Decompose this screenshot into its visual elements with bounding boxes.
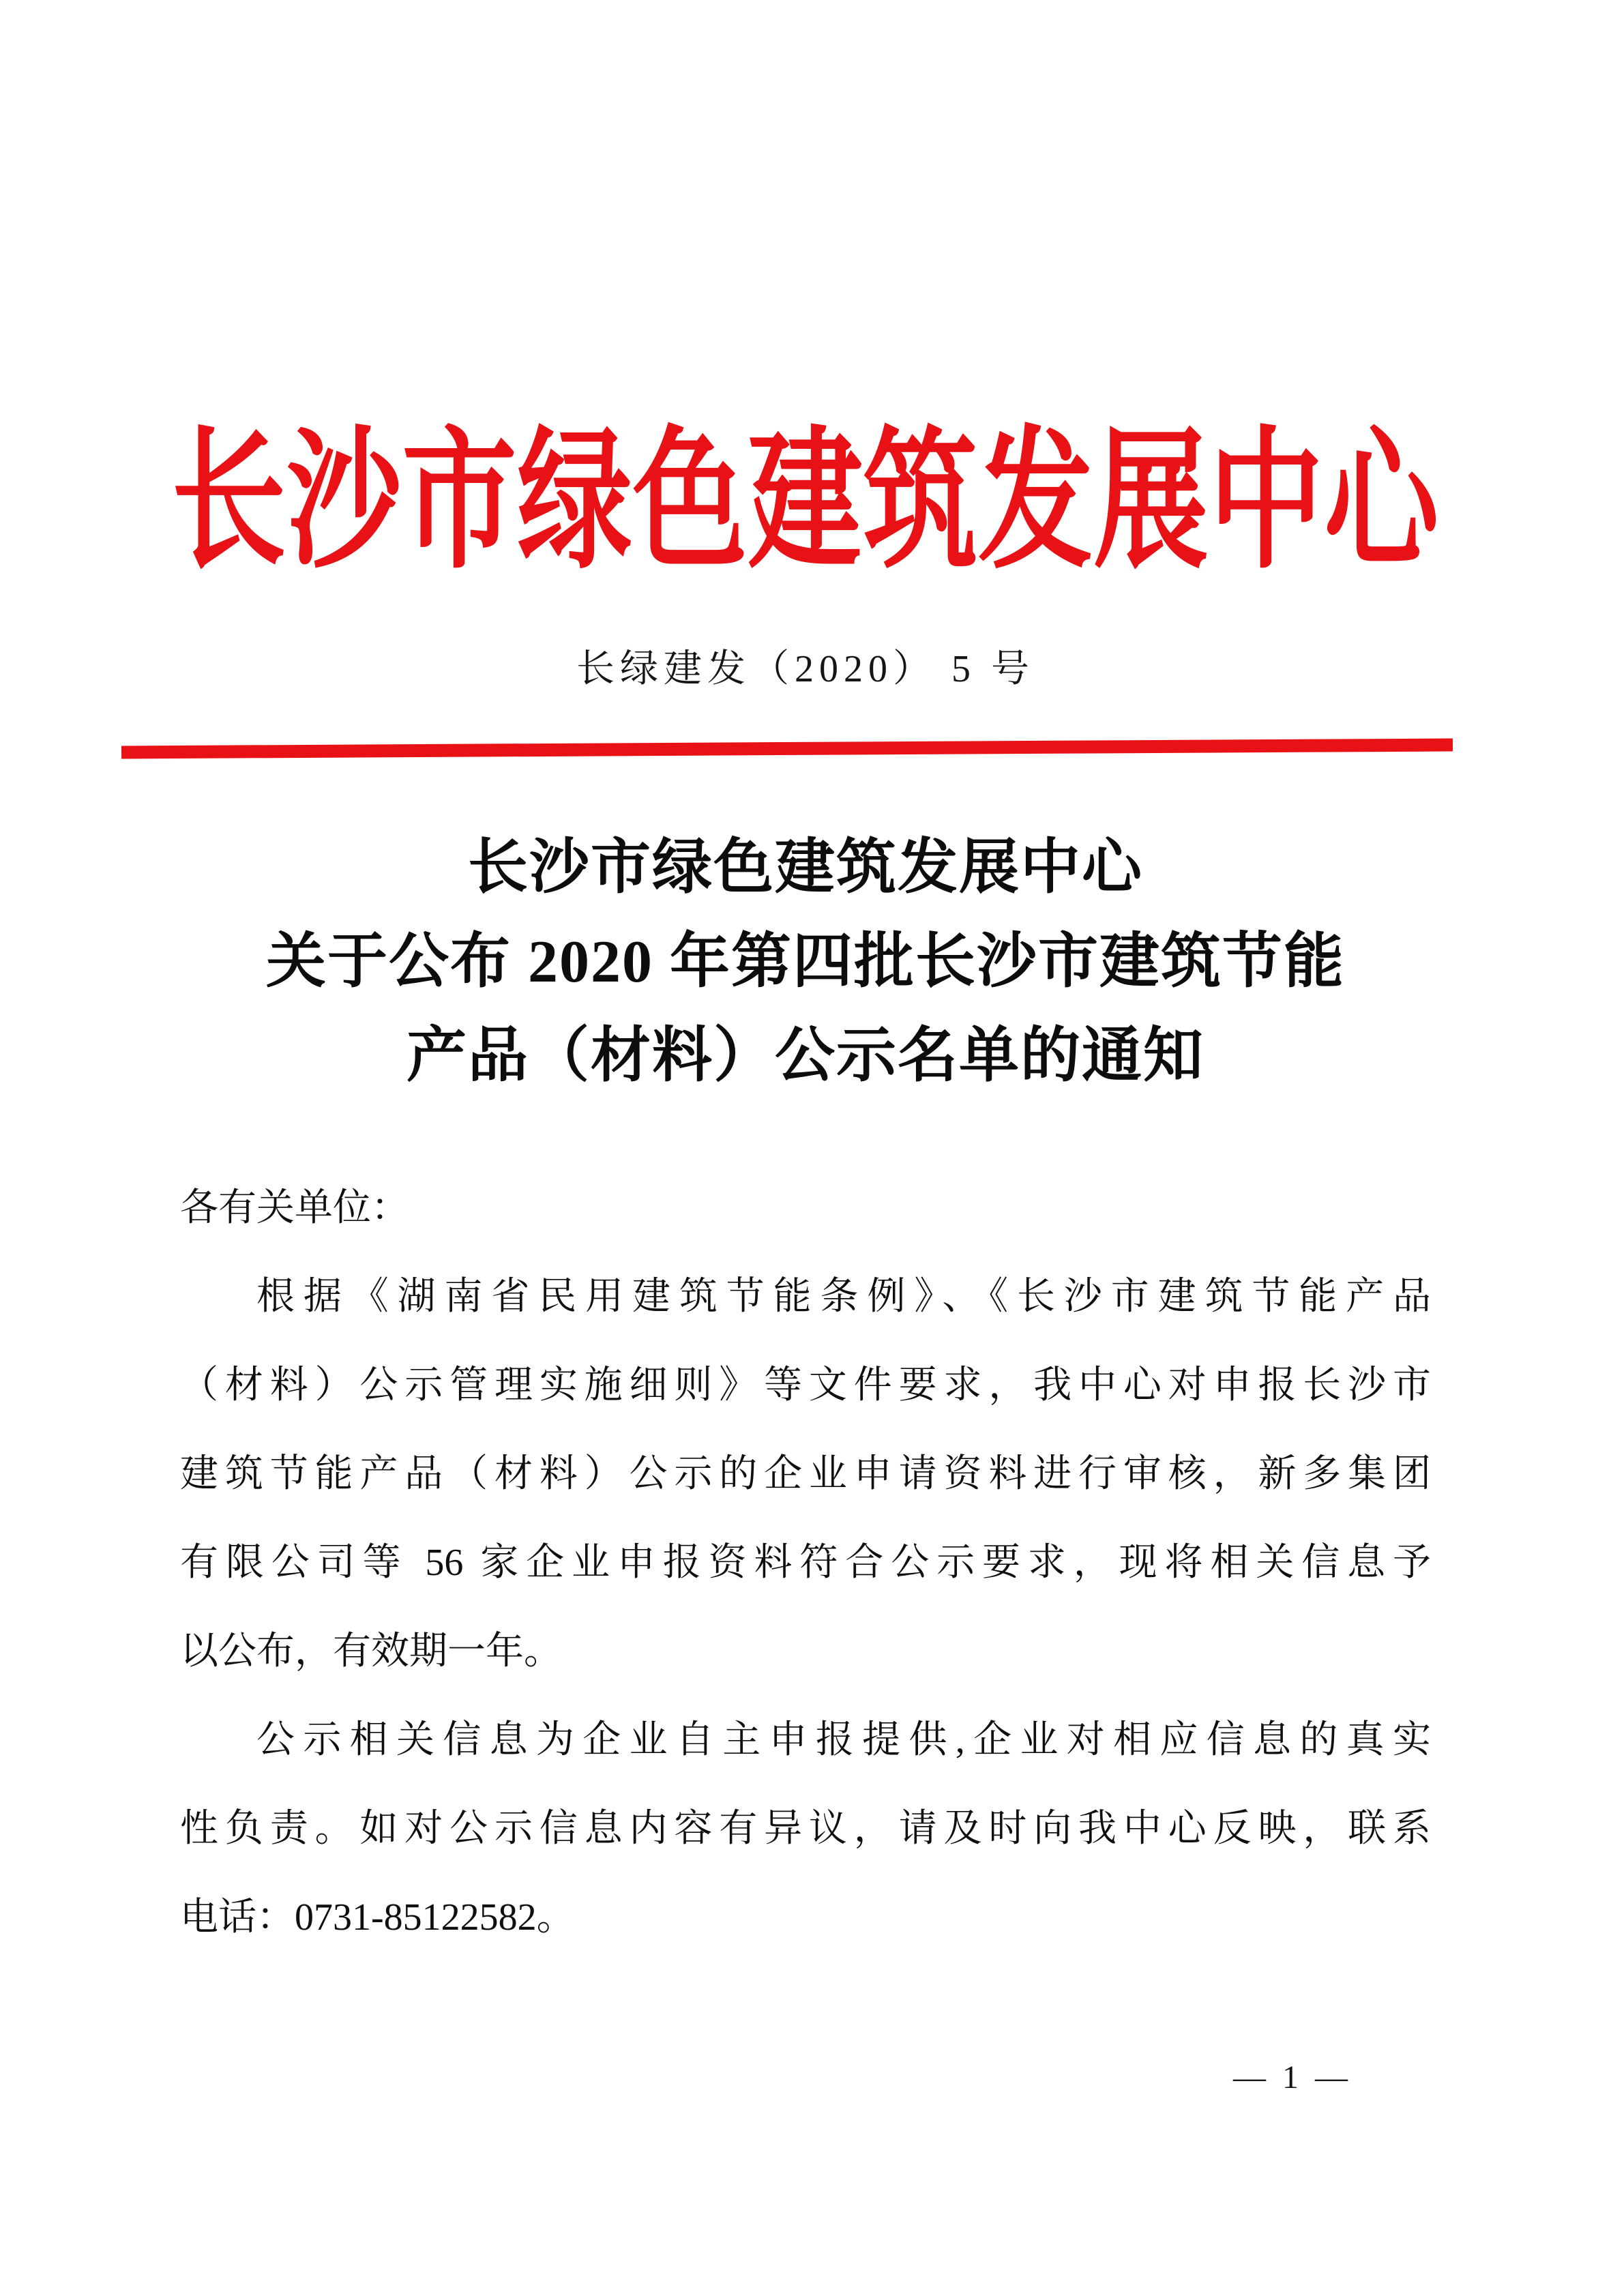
body-line: 各有关单位：: [180, 1187, 409, 1229]
body-line: 建筑节能产品（材料）公示的企业申请资料进行审核，新多集团: [180, 1453, 1431, 1495]
notice-title-line: 产品（材料）公示名单的通知: [406, 1023, 1204, 1089]
notice-title-line: 关于公布 2020 年第四批长沙市建筑节能: [265, 929, 1345, 995]
red-divider-line: [121, 739, 1453, 759]
notice-title: [0, 821, 1611, 1104]
body-text: [180, 1164, 1431, 1962]
page-number: — 1 —: [1233, 2059, 1352, 2095]
doc-number: 长绿建发（2020） 5 号: [576, 648, 1035, 690]
body-line: （材料）公示管理实施细则》等文件要求，我中心对申报长沙市: [180, 1364, 1431, 1407]
body-line: 有限公司等 56 家企业申报资料符合公示要求，现将相关信息予: [180, 1542, 1431, 1584]
body-line: 根据《湖南省民用建筑节能条例》、《长沙市建筑节能产品: [256, 1276, 1431, 1318]
body-line: 公示相关信息为企业自主申报提供,企业对相应信息的真实: [256, 1719, 1431, 1761]
body-line: 以公布，有效期一年。: [180, 1630, 562, 1673]
body-line: 电话：0731-85122582。: [180, 1896, 575, 1939]
body-line: 性负责。如对公示信息内容有异议，请及时向我中心反映，联系: [180, 1808, 1431, 1850]
org-red-header-title: 长沙市绿色建筑发展中心: [171, 418, 1440, 587]
notice-title-line: 长沙市绿色建筑发展中心: [467, 835, 1143, 901]
